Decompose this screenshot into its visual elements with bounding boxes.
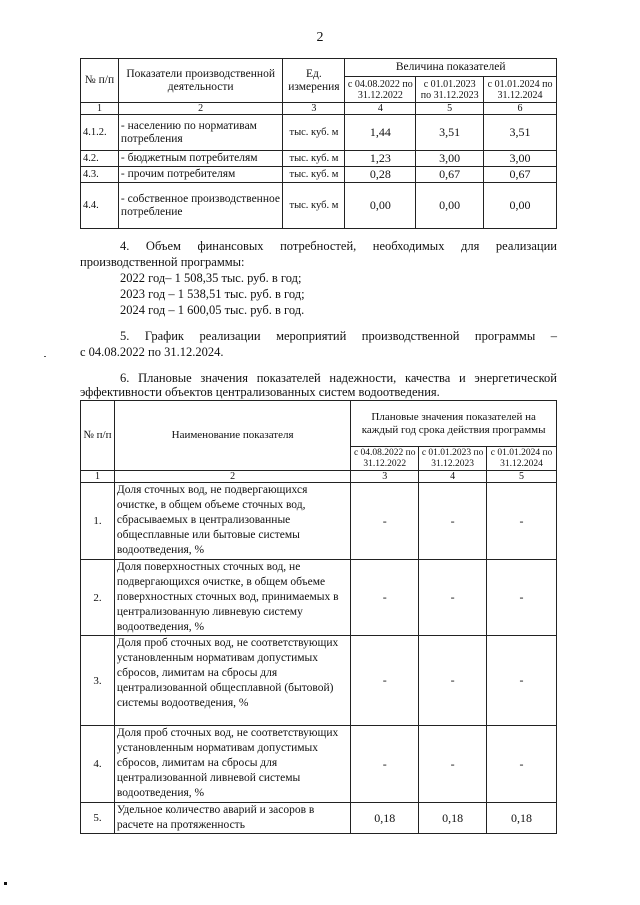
row-value: 0,00: [484, 183, 557, 229]
header-unit: Ед. измерения: [283, 59, 345, 103]
column-numbers-row: [81, 103, 557, 115]
row-name: Доля поверхностных сточных вод, не подвергающихся очистке, в общем объеме поверхностных сточных вод, принимаемых в централизованную ливневую систему водоотведения, %: [114, 560, 350, 636]
row-index: 4.: [81, 726, 115, 803]
row-value: 3,51: [484, 115, 557, 151]
header-name: Наименование показателя: [114, 401, 350, 471]
header-period: с 04.08.2022 по 31.12.2022: [345, 77, 416, 103]
col-number: 5: [416, 103, 484, 115]
row-name: - бюджетным потребителям: [118, 151, 283, 167]
header-indicator: Показатели производственной деятельности: [118, 59, 283, 103]
row-name: Доля проб сточных вод, не соответствующих установленным нормативам допустимых сбросов, лимитам на сбросы для централизованной ливневой системы водоотведения, %: [114, 726, 350, 803]
table-row: [81, 151, 557, 167]
col-number: 4: [345, 103, 416, 115]
table-row: [81, 560, 557, 636]
row-unit: тыс. куб. м: [283, 151, 345, 167]
header-period: с 01.01.2023 по 31.12.2023: [416, 77, 484, 103]
row-value: 0,18: [351, 803, 419, 834]
header-period: с 01.01.2023 по 31.12.2023: [419, 447, 487, 471]
row-value: -: [419, 560, 487, 636]
row-value: -: [419, 483, 487, 560]
row-value: -: [487, 483, 557, 560]
row-name: Доля сточных вод, не подвергающихся очистке, в общем объеме сточных вод, сбрасываемых в централизованные общесплавные или бытовые системы водоотведения, %: [114, 483, 350, 560]
row-value: 0,00: [416, 183, 484, 229]
col-number: 2: [114, 471, 350, 483]
col-number: 1: [81, 471, 115, 483]
table-row: [81, 726, 557, 803]
table-row: [81, 183, 557, 229]
row-value: 0,67: [484, 167, 557, 183]
col-number: 3: [351, 471, 419, 483]
row-value: 0,18: [419, 803, 487, 834]
row-unit: тыс. куб. м: [283, 167, 345, 183]
row-code: 4.2.: [81, 151, 119, 167]
row-index: 3.: [81, 636, 115, 726]
table-row: [81, 483, 557, 560]
row-value: 0,67: [416, 167, 484, 183]
col-number: 6: [484, 103, 557, 115]
reliability-indicators-table: [80, 400, 557, 834]
production-indicators-table: [80, 58, 557, 229]
finance-2024: 2024 год – 1 600,05 тыс. руб. в год.: [120, 303, 305, 317]
row-value: -: [351, 483, 419, 560]
scan-speck: [4, 882, 7, 885]
row-value: -: [487, 636, 557, 726]
scan-speck: [44, 356, 46, 357]
row-value: 0,00: [345, 183, 416, 229]
row-name: - населению по нормативам потребления: [118, 115, 283, 151]
finance-2023: 2023 год – 1 538,51 тыс. руб. в год;: [120, 287, 305, 301]
col-number: 3: [283, 103, 345, 115]
column-numbers-row: [81, 471, 557, 483]
row-value: 0,18: [487, 803, 557, 834]
row-unit: тыс. куб. м: [283, 183, 345, 229]
row-index: 2.: [81, 560, 115, 636]
row-value: -: [419, 636, 487, 726]
row-index: 5.: [81, 803, 115, 834]
row-code: 4.1.2.: [81, 115, 119, 151]
header-period: с 04.08.2022 по 31.12.2022: [351, 447, 419, 471]
header-period: с 01.01.2024 по 31.12.2024: [484, 77, 557, 103]
row-value: 0,28: [345, 167, 416, 183]
row-value: -: [351, 560, 419, 636]
row-index: 1.: [81, 483, 115, 560]
row-name: Удельное количество аварий и засоров в расчете на протяженность: [114, 803, 350, 834]
row-name: - прочим потребителям: [118, 167, 283, 183]
row-unit: тыс. куб. м: [283, 115, 345, 151]
row-value: 3,00: [416, 151, 484, 167]
header-period: с 01.01.2024 по 31.12.2024: [487, 447, 557, 471]
section4-line1: 4. Объем финансовых потребностей, необходимых для реализации: [120, 239, 557, 253]
row-value: -: [351, 726, 419, 803]
section6-line1: 6. Плановые значения показателей надежности, качества и энергетической: [120, 371, 557, 385]
table-row: [81, 115, 557, 151]
section4-line2: производственной программы:: [80, 255, 245, 269]
row-value: -: [419, 726, 487, 803]
row-value: 1,23: [345, 151, 416, 167]
table-row: [81, 167, 557, 183]
row-name: Доля проб сточных вод, не соответствующих установленным нормативам допустимых сбросов, лимитам на сбросы для централизованной общесплавной (бытовой) системы водоотведения, %: [114, 636, 350, 726]
row-code: 4.3.: [81, 167, 119, 183]
row-value: -: [487, 560, 557, 636]
col-number: 4: [419, 471, 487, 483]
section5-line2: с 04.08.2022 по 31.12.2024.: [80, 345, 224, 359]
header-values: Величина показателей: [345, 59, 557, 77]
row-value: 3,51: [416, 115, 484, 151]
row-code: 4.4.: [81, 183, 119, 229]
row-value: -: [351, 636, 419, 726]
page-number: 2: [316, 30, 324, 45]
row-value: -: [487, 726, 557, 803]
section6-line2: эффективности объектов централизованных систем водоотведения.: [80, 385, 440, 399]
finance-2022: 2022 год– 1 508,35 тыс. руб. в год;: [120, 271, 302, 285]
table-row: [81, 636, 557, 726]
row-name: - собственное производственное потребление: [118, 183, 283, 229]
col-number: 1: [81, 103, 119, 115]
row-value: 3,00: [484, 151, 557, 167]
header-num: № п/п: [81, 401, 115, 471]
col-number: 2: [118, 103, 283, 115]
table-row: [81, 803, 557, 834]
section5-line1: 5. График реализации мероприятий производственной программы –: [120, 329, 557, 343]
row-value: 1,44: [345, 115, 416, 151]
header-plan: Плановые значения показателей на каждый год срока действия программы: [351, 401, 557, 447]
header-num: № п/п: [81, 59, 119, 103]
col-number: 5: [487, 471, 557, 483]
